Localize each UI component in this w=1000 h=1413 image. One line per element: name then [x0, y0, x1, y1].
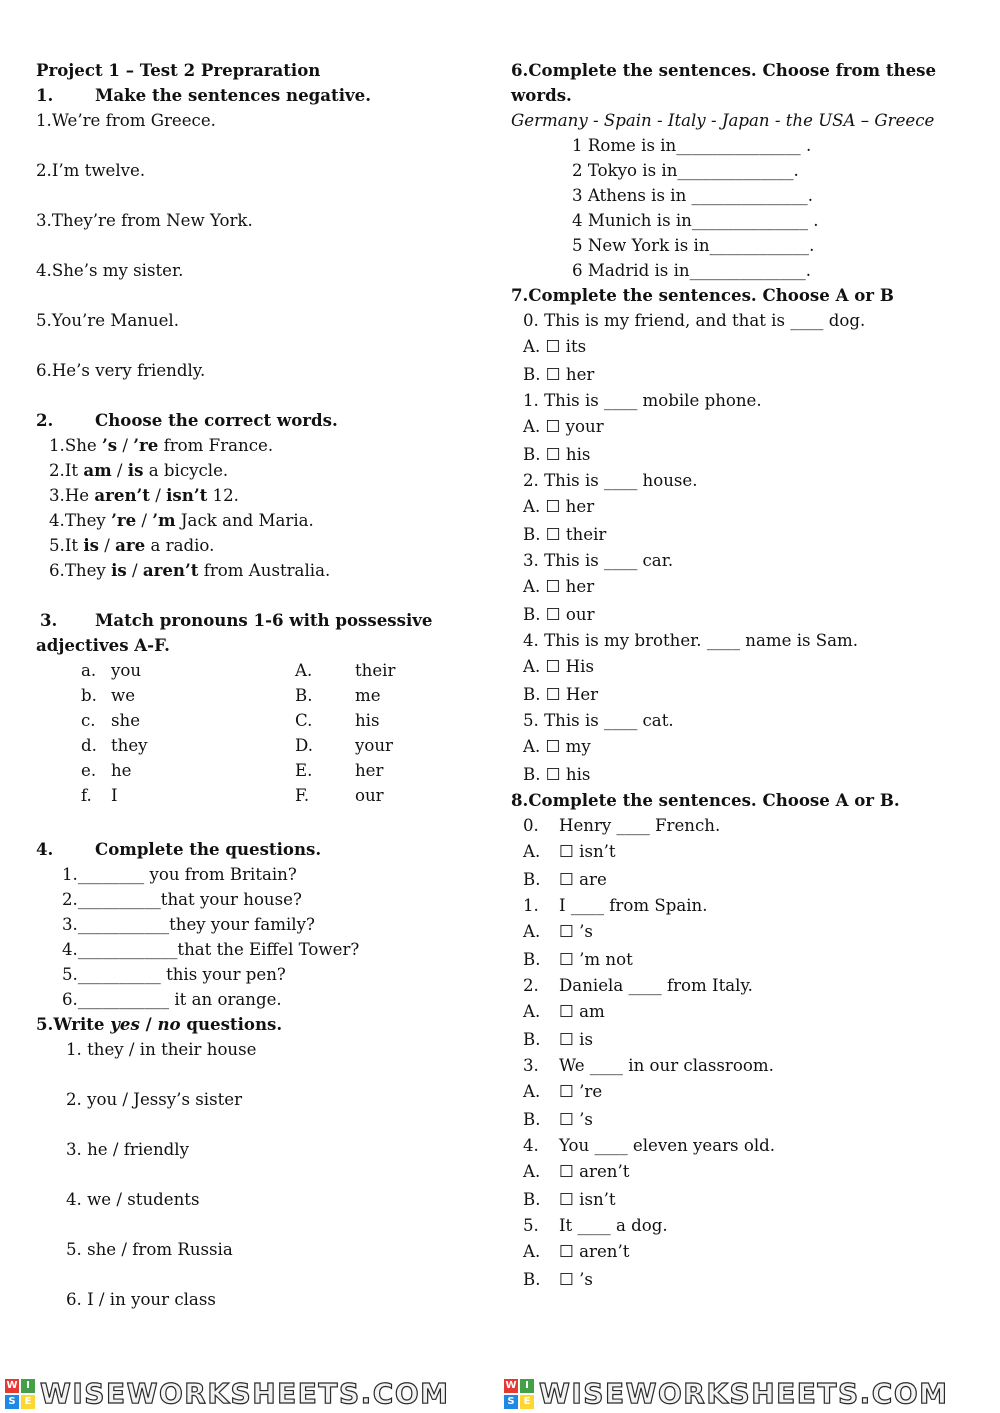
match-row: a. you A. their [81, 661, 396, 680]
s7-option-a[interactable]: A. ☐ her [523, 577, 595, 596]
s2-item: 1.She ’s / ’re from France. [49, 435, 274, 455]
s2-item: 2.It am / is a bicycle. [49, 460, 229, 480]
s6-item: 2 Tokyo is in______________. [572, 161, 799, 180]
match-row: f. I F. our [81, 786, 384, 805]
s8-question: 1. I ____ from Spain. [523, 896, 708, 915]
match-table [36, 658, 496, 808]
s5-item: 6. I / in your class [66, 1290, 216, 1309]
s7-question: 3. This is ____ car. [523, 551, 674, 570]
match-row: c. she C. his [81, 711, 380, 730]
s8-option-b[interactable]: B. ☐ ’s [523, 1269, 593, 1289]
s7-question: 0. This is my friend, and that is ____ dog. [523, 311, 866, 330]
s8-question: 4. You ____ eleven years old. [523, 1136, 776, 1155]
s1-item: 5.You’re Manuel. [36, 311, 179, 330]
s6-word-bank: Germany - Spain - Italy - Japan - the USA – Greece [511, 111, 935, 130]
match-row: b. we B. me [81, 686, 381, 705]
s7-question: 4. This is my brother. ____ name is Sam. [523, 631, 859, 650]
s6-item: 5 New York is in____________. [572, 236, 815, 255]
s8-option-a[interactable]: A. ☐ aren’t [523, 1242, 630, 1261]
s7-option-b[interactable]: B. ☐ his [523, 444, 591, 464]
s8-option-a[interactable]: A. ☐ am [523, 1002, 605, 1021]
wiseworksheets-logo-icon: W I S E [5, 1379, 35, 1409]
s1-item: 1.We’re from Greece. [36, 111, 216, 130]
s7-option-a[interactable]: A. ☐ her [523, 497, 595, 516]
s7-option-b[interactable]: B. ☐ our [523, 604, 595, 624]
s1-item: 6.He’s very friendly. [36, 361, 206, 380]
s2-item: 3.He aren’t / isn’t 12. [49, 485, 239, 505]
s8-option-a[interactable]: A. ☐ ’s [523, 922, 593, 941]
s8-option-b[interactable]: B. ☐ is [523, 1029, 593, 1049]
s7-option-a[interactable]: A. ☐ my [523, 737, 591, 756]
s6-item: 3 Athens is in ______________. [572, 186, 813, 205]
watermark-footer [0, 1374, 1000, 1413]
s7-question: 5. This is ____ cat. [523, 711, 674, 730]
s8-question: 3. We ____ in our classroom. [523, 1056, 774, 1075]
s4-item: 2.__________that your house? [62, 890, 302, 909]
s7-option-b[interactable]: B. ☐ Her [523, 684, 599, 704]
section-8-heading: 8.Complete the sentences. Choose A or B. [511, 790, 900, 810]
s5-item: 3. he / friendly [66, 1140, 189, 1159]
s1-item: 2.I’m twelve. [36, 161, 146, 180]
s7-option-a[interactable]: A. ☐ its [523, 337, 587, 356]
s2-item: 5.It is / are a radio. [49, 535, 215, 555]
section-2-heading: 2. Choose the correct words. [36, 410, 338, 430]
s8-option-b[interactable]: B. ☐ are [523, 869, 607, 889]
s8-option-a[interactable]: A. ☐ aren’t [523, 1162, 630, 1181]
match-row: e. he E. her [81, 761, 384, 780]
s7-option-a[interactable]: A. ☐ His [523, 657, 594, 676]
s8-option-a[interactable]: A. ☐ ’re [523, 1082, 603, 1101]
left-column [36, 58, 496, 1312]
s8-option-b[interactable]: B. ☐ ’m not [523, 949, 633, 969]
section-3-heading: 3. Match pronouns 1-6 with possessive [40, 610, 433, 630]
s1-item: 3.They’re from New York. [36, 211, 253, 230]
right-column [511, 58, 981, 1293]
s6-item: 1 Rome is in_______________ . [572, 136, 812, 155]
s7-option-b[interactable]: B. ☐ her [523, 364, 595, 384]
s4-item: 5.__________ this your pen? [62, 965, 286, 984]
section-4-heading: 4. Complete the questions. [36, 839, 322, 859]
section-7-heading: 7.Complete the sentences. Choose A or B [511, 285, 894, 305]
s8-question: 5. It ____ a dog. [523, 1216, 668, 1235]
s5-item: 4. we / students [66, 1190, 200, 1209]
s4-item: 6.___________ it an orange. [62, 990, 282, 1009]
s5-item: 5. she / from Russia [66, 1240, 233, 1259]
page-title: Project 1 – Test 2 Prepraration [36, 60, 321, 80]
s8-option-b[interactable]: B. ☐ ’s [523, 1109, 593, 1129]
s1-item: 4.She’s my sister. [36, 261, 184, 280]
s6-item: 6 Madrid is in______________. [572, 261, 811, 280]
s4-item: 1.________ you from Britain? [62, 865, 297, 884]
s8-option-a[interactable]: A. ☐ isn’t [523, 842, 616, 861]
section-3-heading-line2: adjectives A-F. [36, 635, 170, 655]
match-row: d. they D. your [81, 736, 393, 755]
s7-option-b[interactable]: B. ☐ their [523, 524, 607, 544]
s4-item: 4.____________that the Eiffel Tower? [62, 940, 360, 959]
section-6-heading-line2: words. [511, 85, 572, 105]
watermark-text: WISEWORKSHEETS.COM [539, 1377, 949, 1410]
s8-question: 0. Henry ____ French. [523, 816, 721, 835]
section-6-heading: 6.Complete the sentences. Choose from these [511, 60, 937, 80]
s5-item: 2. you / Jessy’s sister [66, 1090, 243, 1109]
section-1-heading: 1. Make the sentences negative. [36, 85, 371, 105]
s5-item: 1. they / in their house [66, 1040, 257, 1059]
s8-option-b[interactable]: B. ☐ isn’t [523, 1189, 616, 1209]
watermark-text: WISEWORKSHEETS.COM [40, 1377, 450, 1410]
section-5-heading: 5.Write yes / no questions. [36, 1014, 283, 1034]
s8-question: 2. Daniela ____ from Italy. [523, 976, 753, 995]
s2-item: 4.They ’re / ’m Jack and Maria. [49, 510, 314, 530]
s7-option-a[interactable]: A. ☐ your [523, 417, 604, 436]
s7-question: 2. This is ____ house. [523, 471, 698, 490]
s2-item: 6.They is / aren’t from Australia. [49, 560, 331, 580]
s7-question: 1. This is ____ mobile phone. [523, 391, 762, 410]
s7-option-b[interactable]: B. ☐ his [523, 764, 591, 784]
s6-item: 4 Munich is in______________ . [572, 211, 819, 230]
wiseworksheets-logo-icon: W I S E [504, 1379, 534, 1409]
s4-item: 3.___________they your family? [62, 915, 315, 934]
